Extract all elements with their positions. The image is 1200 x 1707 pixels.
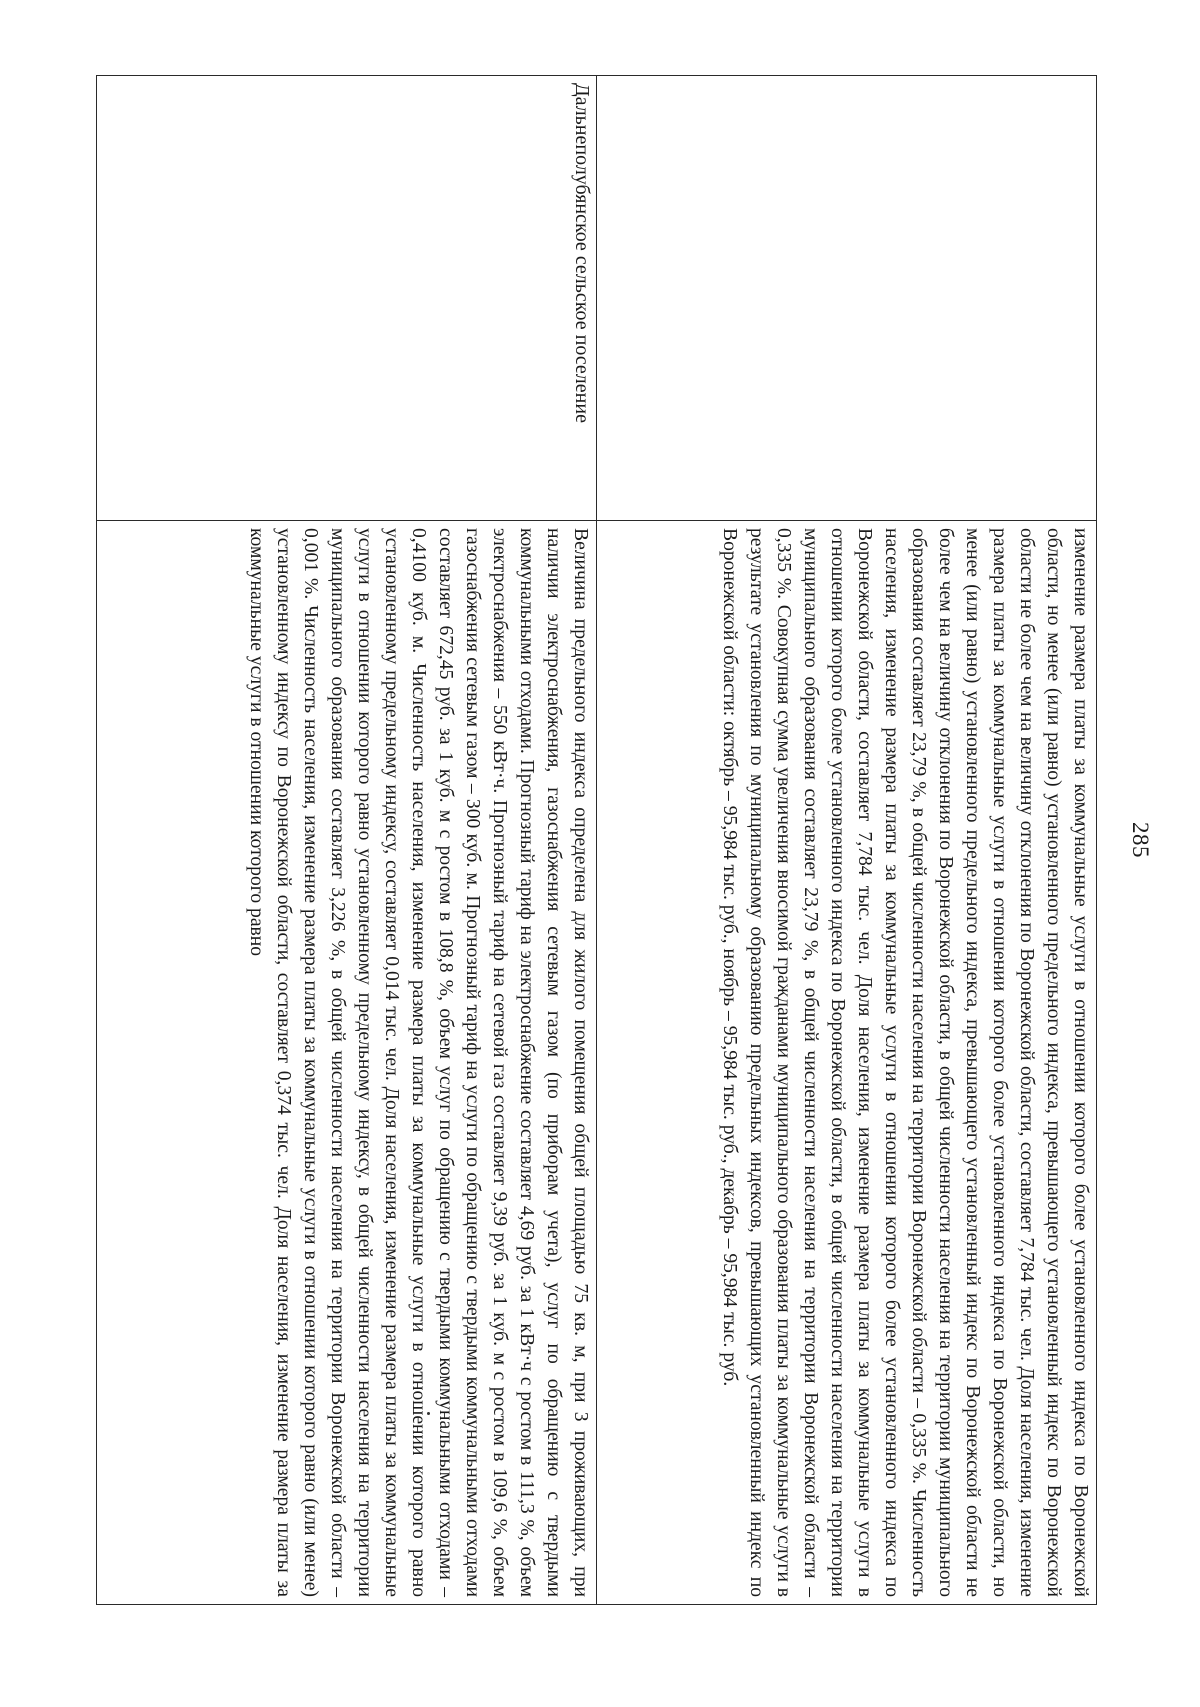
- index-table: [96, 75, 1097, 1605]
- municipality-cell: [97, 76, 597, 521]
- rotated-page: [97, 75, 1153, 1605]
- description-cell: [97, 521, 597, 1605]
- municipality-name: Дальнеполубянское сельское поселение: [571, 83, 593, 423]
- page-number: 285: [1128, 822, 1153, 858]
- description-cell: [597, 521, 1097, 1605]
- description-text: изменение размера платы за коммунальные услуги в отношении которого более установленного индекса по Воронежской области, но менее (или равно) установленного предельного индекса, превышающего установленный индекс по Воронежской области не более чем на величину отклонения по Воронежской области, составляет 7,784 тыс. чел. Доля населения, изменение размера платы за коммунальные услуги в отношении которого более установленного индекса по Воронежской области, но менее (или равно) установленного предельного индекса, превышающего установленный индекс по Воронежской области не более чем на величину отклонения по Воронежской области, в общей численности населения на территории муниципального образования составляет 23,79 %, в общей численности населения на территории Воронежской области – 0,335 %. Численность населения, изменение размера платы за коммунальные услуги в отношении которого более установленного индекса по Воронежской области, составляет 7,784 тыс. чел. Доля населения, изменение размера платы за коммунальные услуги в отношении которого более установленного индекса по Воронежской области, в общей численности населения на территории муниципального образования составляет 23,79 %, в общей численности населения на территории Воронежской области – 0,335 %. Совокупная сумма увеличения вносимой гражданами муниципального образования платы за коммунальные услуги в результате установления по муниципальному образованию предельных индексов, превышающих установленный индекс по Воронежской области: октябрь – 95,984 тыс. руб., ноябрь – 95,984 тыс. руб., декабрь – 95,984 тыс. руб.: [719, 528, 1091, 1597]
- municipality-cell: [597, 76, 1097, 521]
- description-text: Величина предельного индекса определена для жилого помещения общей площадью 75 кв. м, при 3 проживающих, при наличии электроснабжения, газоснабжения сетевым газом (по приборам учета), услуг по обращению с твердыми коммунальными отходами. Прогнозный тариф на электроснабжение составляет 4,69 руб. за 1 кВт·ч с ростом в 111,3 %, объем электроснабжения – 550 кВт·ч. Прогнозный тариф на сетевой газ составляет 9,39 руб. за 1 куб. м с ростом в 109,6 %, объем газоснабжения сетевым газом – 300 куб. м. Прогнозный тариф на услуги по обращению с твердыми коммунальными отходами составляет 672,45 руб. за 1 куб. м с ростом в 108,8 %, объем услуг по обращению с твердыми коммунальными отходами – 0,4100 куб. м. Численность населения, изменение размера платы за коммунальные услуги в отношении которого равно установленному предельному индексу, составляет 0,014 тыс. чел. Доля населения, изменение размера платы за коммунальные услуги в отношении которого равно установленному предельному индексу, в общей численности населения на территории муниципального образования составляет 3,226 %, в общей численности населения на территории Воронежской области – 0,001 %. Численность населения, изменение размера платы за коммунальные услуги в отношении которого равно (или менее) установленному индексу по Воронежской области, составляет 0,374 тыс. чел. Доля населения, изменение размера платы за коммунальные услуги в отношении которого равно: [246, 528, 591, 1597]
- table-row: [97, 76, 597, 1605]
- table-row: [597, 76, 1097, 1605]
